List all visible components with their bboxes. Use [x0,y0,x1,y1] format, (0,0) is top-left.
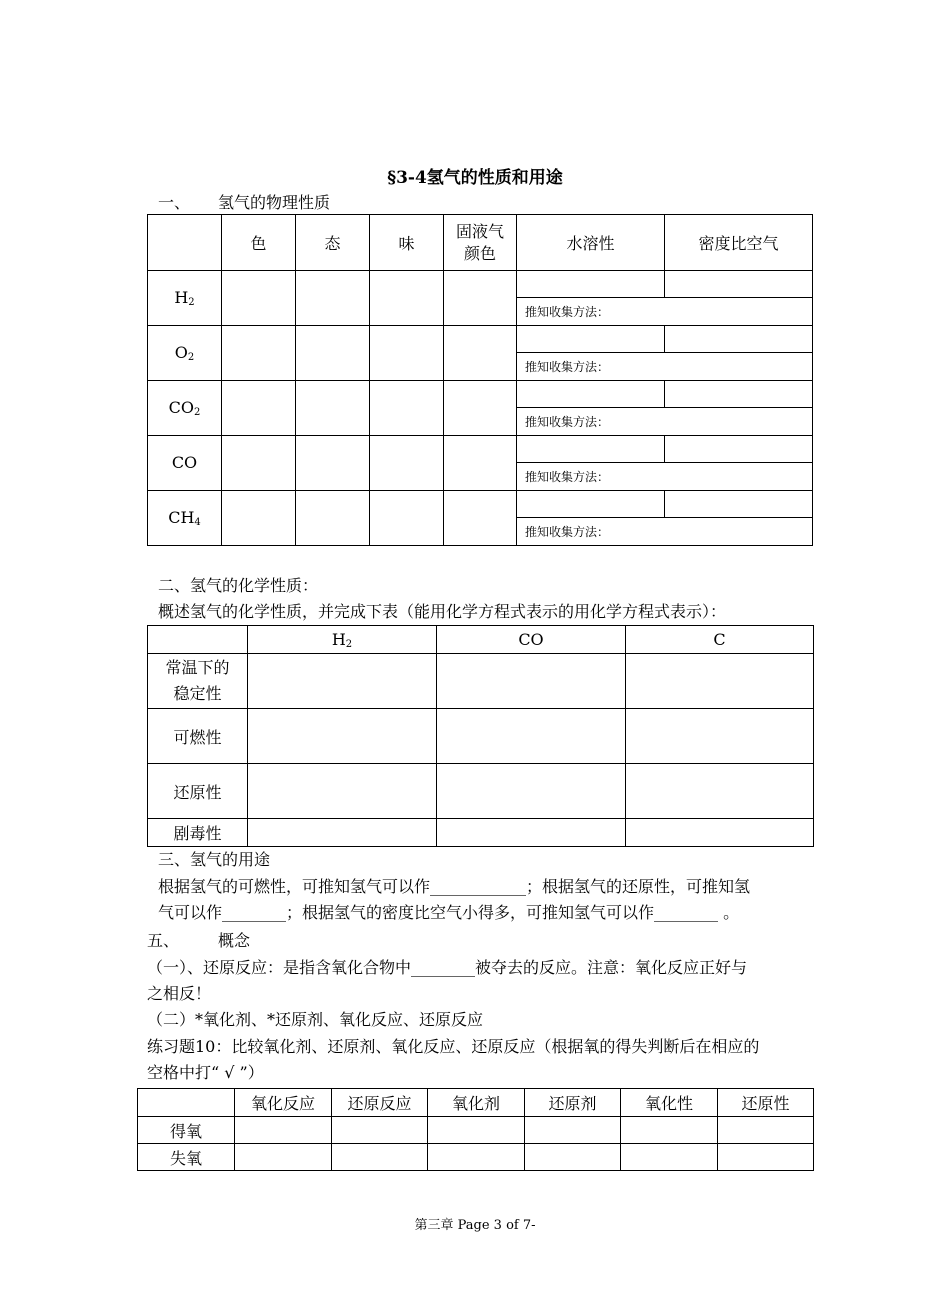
row-label-flammability: 可燃性 [148,709,248,764]
section2-heading: 二、氢气的化学性质： [158,576,319,595]
row-label-ch4: $CH_4$ [148,491,222,546]
cell [370,436,444,491]
row-label-lose-oxygen: 失氧 [138,1144,235,1171]
header-oxidation-reaction: 氧化反应 [235,1089,332,1117]
cell [370,326,444,381]
cell [626,654,814,709]
cell [444,381,517,436]
cell [665,381,813,408]
cell [665,271,813,298]
cell [222,271,296,326]
cell [437,764,626,819]
header-h2: $H_2$ [248,626,437,654]
section5-p3-line2: 空格中打“ √ ”） [147,1063,264,1082]
header-c: C [626,626,814,654]
header-phase-color [444,215,517,271]
header-density: 密度比空气 [665,215,813,271]
cell [621,1117,718,1144]
cell [370,491,444,546]
cell [621,1144,718,1171]
collection-method-note: 推知收集方法： [517,463,813,491]
section5-p1-line2: 之相反！ [147,984,212,1003]
cell [437,709,626,764]
collection-method-note: 推知收集方法： [517,518,813,546]
row-label-co2: $CO_2$ [148,381,222,436]
chemical-properties-table [147,625,814,847]
cell [525,1144,621,1171]
cell [517,326,665,353]
cell [332,1117,428,1144]
cell [437,654,626,709]
header-color: 色 [222,215,296,271]
header-oxidizability: 氧化性 [621,1089,718,1117]
cell [665,491,813,518]
cell [370,381,444,436]
section5-heading-num: 五、 [147,931,180,950]
header-state: 态 [296,215,370,271]
cell [235,1117,332,1144]
cell [222,491,296,546]
physical-properties-table [147,214,813,546]
cell [296,436,370,491]
cell [296,271,370,326]
section2-intro: 概述氢气的化学性质，并完成下表（能用化学方程式表示的用化学方程式表示）： [158,602,727,621]
cell [248,819,437,847]
section5-p1-line1: （一）、还原反应：是指含氧化合物中________被夺去的反应。注意：氧化反应正好与 [147,958,748,977]
cell [665,436,813,463]
row-label-stability [148,654,248,709]
redox-table [137,1088,814,1171]
cell [718,1144,814,1171]
section1-heading-num: 一、 [158,193,191,212]
section3-line1: 根据氢气的可燃性，可推知氢气可以作____________；根据氢气的还原性，可推知氢 [158,877,751,896]
cell [444,326,517,381]
row-label-gain-oxygen: 得氧 [138,1117,235,1144]
cell [626,819,814,847]
row-label-co: CO [148,436,222,491]
cell [332,1144,428,1171]
cell [525,1117,621,1144]
header-smell: 味 [370,215,444,271]
cell [517,436,665,463]
section5-p2: （二）*氧化剂、*还原剂、氧化反应、还原反应 [147,1010,484,1029]
cell [517,271,665,298]
section1-heading: 氢气的物理性质 [218,193,331,212]
cell [222,436,296,491]
row-label-h2: $H_2$ [148,271,222,326]
collection-method-note: 推知收集方法： [517,353,813,381]
cell [626,764,814,819]
cell [370,271,444,326]
cell [222,381,296,436]
header-oxidizing-agent: 氧化剂 [428,1089,525,1117]
section5-heading: 概念 [218,931,251,950]
section3-line2: 气可以作________；根据氢气的密度比空气小得多，可推知氢气可以作________ 。 [158,903,740,922]
cell [248,764,437,819]
cell [437,819,626,847]
cell [296,491,370,546]
section3-heading: 三、氢气的用途 [158,850,271,869]
header-reduction-reaction: 还原反应 [332,1089,428,1117]
cell [517,491,665,518]
header-co: CO [437,626,626,654]
cell [626,709,814,764]
header-blank [138,1089,235,1117]
row-label-reducibility: 还原性 [148,764,248,819]
cell [296,381,370,436]
cell [444,491,517,546]
collection-method-note: 推知收集方法： [517,298,813,326]
header-blank [148,215,222,271]
row-label-o2: $O_2$ [148,326,222,381]
header-phase-color-text: 固液气颜色 [456,221,505,263]
header-reducing-agent: 还原剂 [525,1089,621,1117]
cell [718,1117,814,1144]
cell [428,1117,525,1144]
row-label-stability-line1: 常温下的 [165,658,230,677]
row-label-stability-line2: 稳定性 [173,684,222,703]
cell [428,1144,525,1171]
cell [248,709,437,764]
collection-method-note: 推知收集方法： [517,408,813,436]
cell [296,326,370,381]
cell [444,271,517,326]
cell [248,654,437,709]
section5-p3-line1: 练习题10：比较氧化剂、还原剂、氧化反应、还原反应（根据氧的得失判断后在相应的 [147,1037,760,1056]
row-label-toxicity: 剧毒性 [148,819,248,847]
header-blank [148,626,248,654]
cell [444,436,517,491]
cell [665,326,813,353]
page-title: §3-4氢气的性质和用途 [387,168,563,188]
header-solubility: 水溶性 [517,215,665,271]
cell [517,381,665,408]
cell [222,326,296,381]
page-footer: 第三章 Page 3 of 7- [414,1218,536,1233]
header-reducibility: 还原性 [718,1089,814,1117]
cell [235,1144,332,1171]
